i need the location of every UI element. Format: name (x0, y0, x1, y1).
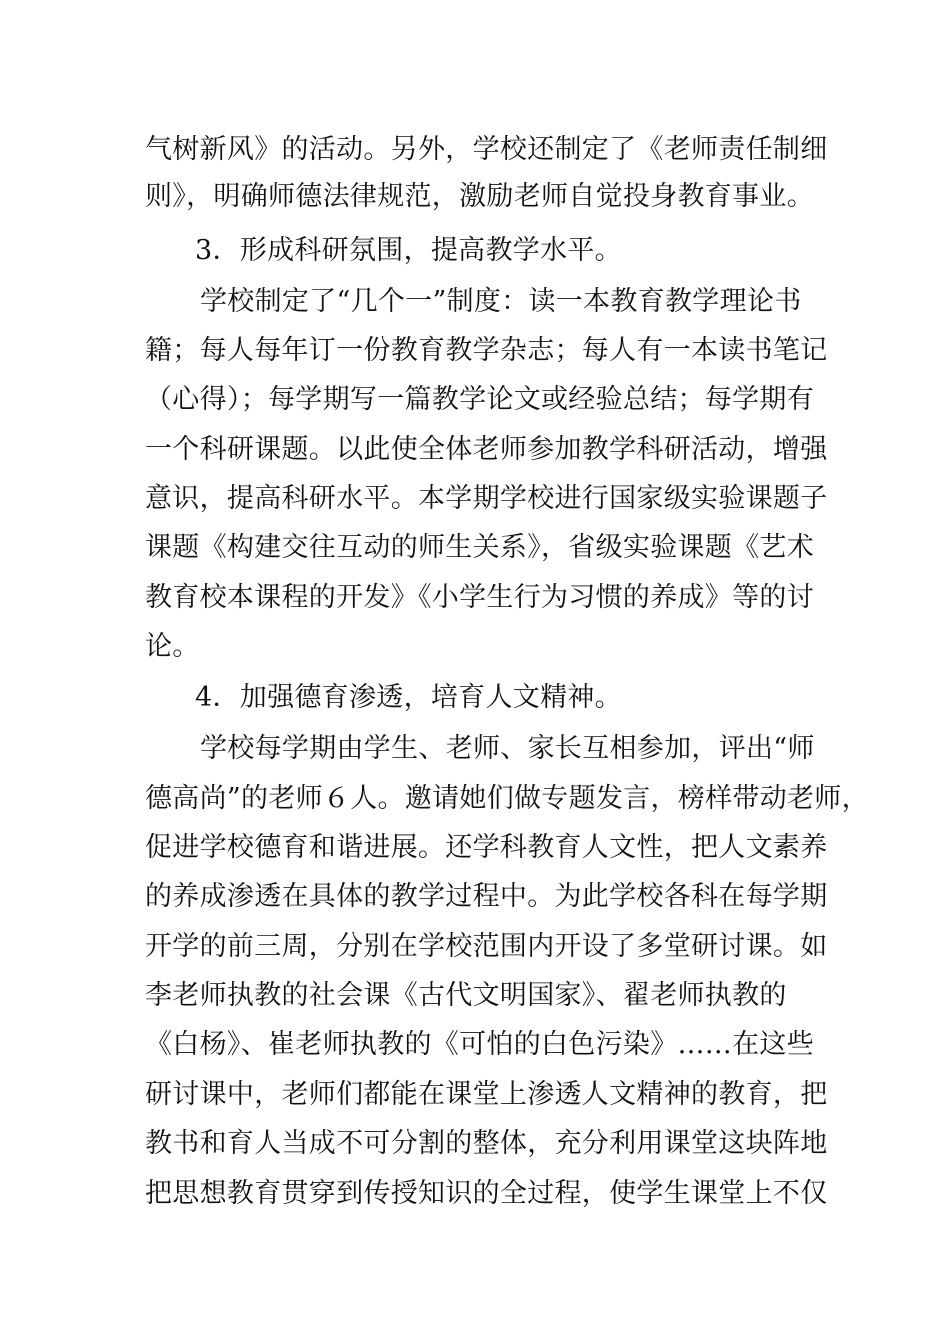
text-line: 籍；每人每年订一份教育教学杂志；每人有一本读书笔记 (145, 335, 828, 366)
text-line: 教育校本课程的开发》《小学生行为习惯的养成》等的讨 (145, 582, 814, 613)
text-line: 论。 (145, 631, 200, 662)
text-line: 学校每学期由学生、老师、家长互相参加，评出“师 (200, 733, 815, 764)
text-line: 《白杨》、崔老师执教的《可怕的白色污染》……在这些 (145, 1029, 814, 1060)
text-line: 气树新风》的活动。另外，学校还制定了《老师责任制细 (145, 134, 828, 165)
text-line: 则》，明确师德法律规范，激励老师自觉投身教育事业。 (145, 181, 814, 212)
text-line: 开学的前三周，分别在学校范围内开设了多堂研讨课。如 (145, 931, 828, 962)
text-line: 促进学校德育和谐进展。还学科教育人文性，把人文素养 (145, 832, 828, 863)
text-line: 教书和育人当成不可分割的整体，充分利用课堂这块阵地 (145, 1128, 828, 1159)
section-heading: 3．形成科研氛围，提高教学水平。 (195, 235, 622, 266)
text-line: 的养成渗透在具体的教学过程中。为此学校各科在每学期 (145, 881, 828, 912)
text-line: 德高尚”的老师６人。邀请她们做专题发言，榜样带动老师， (145, 783, 869, 814)
text-line: 研讨课中，老师们都能在课堂上渗透人文精神的教育，把 (145, 1079, 828, 1110)
text-line: 一个科研课题。以此使全体老师参加教学科研活动，增强 (145, 434, 828, 465)
text-line: 意识，提高科研水平。本学期学校进行国家级实验课题子 (145, 483, 828, 514)
text-line: 学校制定了“几个一”制度：读一本教育教学理论书 (200, 286, 802, 317)
text-line: （心得）；每学期写一篇教学论文或经验总结；每学期有 (145, 384, 814, 415)
text-line: 课题《构建交往互动的师生关系》，省级实验课题《艺术 (145, 532, 814, 563)
text-line: 把思想教育贯穿到传授知识的全过程，使学生课堂上不仅 (145, 1178, 828, 1209)
text-line: 李老师执教的社会课《古代文明国家》、翟老师执教的 (145, 980, 787, 1011)
section-heading: 4．加强德育渗透，培育人文精神。 (195, 682, 622, 713)
